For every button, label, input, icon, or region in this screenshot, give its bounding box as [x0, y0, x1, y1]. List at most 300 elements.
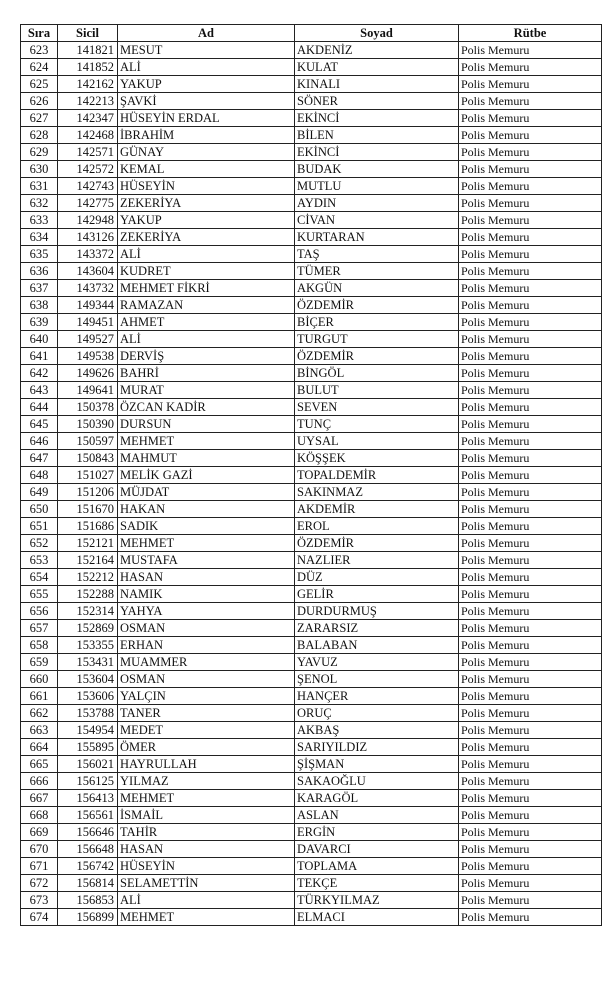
cell-ad: TANER [118, 705, 295, 722]
cell-sicil: 153355 [58, 637, 118, 654]
table-row [21, 569, 602, 586]
cell-rutbe: Polis Memuru [459, 569, 602, 586]
cell-rutbe: Polis Memuru [459, 739, 602, 756]
cell-soyad: TEKÇE [295, 875, 459, 892]
table-row [21, 620, 602, 637]
cell-ad: MELİK GAZİ [118, 467, 295, 484]
cell-sicil: 156742 [58, 858, 118, 875]
cell-sicil: 153431 [58, 654, 118, 671]
cell-sicil: 156125 [58, 773, 118, 790]
cell-rutbe: Polis Memuru [459, 518, 602, 535]
cell-sira: 642 [21, 365, 58, 382]
cell-sira: 646 [21, 433, 58, 450]
cell-sicil: 143732 [58, 280, 118, 297]
cell-sira: 652 [21, 535, 58, 552]
cell-sira: 657 [21, 620, 58, 637]
cell-soyad: SEVEN [295, 399, 459, 416]
cell-ad: SELAMETTİN [118, 875, 295, 892]
cell-ad: OSMAN [118, 671, 295, 688]
cell-sira: 641 [21, 348, 58, 365]
cell-soyad: AKGÜN [295, 280, 459, 297]
cell-soyad: DURDURMUŞ [295, 603, 459, 620]
cell-rutbe: Polis Memuru [459, 586, 602, 603]
cell-rutbe: Polis Memuru [459, 76, 602, 93]
table-row [21, 841, 602, 858]
cell-soyad: KULAT [295, 59, 459, 76]
cell-soyad: AKDENİZ [295, 42, 459, 59]
cell-soyad: BİNGÖL [295, 365, 459, 382]
cell-ad: MÜJDAT [118, 484, 295, 501]
cell-sicil: 142775 [58, 195, 118, 212]
cell-soyad: EKİNCİ [295, 110, 459, 127]
cell-ad: AHMET [118, 314, 295, 331]
cell-ad: HÜSEYİN [118, 178, 295, 195]
cell-sicil: 149538 [58, 348, 118, 365]
cell-ad: MEHMET [118, 433, 295, 450]
cell-soyad: ASLAN [295, 807, 459, 824]
cell-ad: ERHAN [118, 637, 295, 654]
cell-ad: HASAN [118, 569, 295, 586]
cell-rutbe: Polis Memuru [459, 705, 602, 722]
cell-sicil: 149527 [58, 331, 118, 348]
cell-sira: 626 [21, 93, 58, 110]
cell-sicil: 151686 [58, 518, 118, 535]
cell-rutbe: Polis Memuru [459, 654, 602, 671]
cell-rutbe: Polis Memuru [459, 484, 602, 501]
cell-soyad: KINALI [295, 76, 459, 93]
cell-soyad: ÖZDEMİR [295, 348, 459, 365]
cell-sira: 651 [21, 518, 58, 535]
cell-soyad: AYDIN [295, 195, 459, 212]
table-row [21, 909, 602, 926]
table-row [21, 382, 602, 399]
cell-sira: 644 [21, 399, 58, 416]
cell-soyad: AKDEMİR [295, 501, 459, 518]
cell-soyad: ÖZDEMİR [295, 535, 459, 552]
cell-sicil: 156413 [58, 790, 118, 807]
cell-ad: KUDRET [118, 263, 295, 280]
cell-sira: 628 [21, 127, 58, 144]
table-row [21, 348, 602, 365]
cell-soyad: EKİNCİ [295, 144, 459, 161]
cell-soyad: UYSAL [295, 433, 459, 450]
cell-rutbe: Polis Memuru [459, 892, 602, 909]
cell-rutbe: Polis Memuru [459, 331, 602, 348]
cell-rutbe: Polis Memuru [459, 824, 602, 841]
cell-sicil: 149626 [58, 365, 118, 382]
cell-ad: ÖZCAN KADİR [118, 399, 295, 416]
cell-soyad: TURGUT [295, 331, 459, 348]
cell-rutbe: Polis Memuru [459, 671, 602, 688]
cell-sira: 625 [21, 76, 58, 93]
cell-ad: MEHMET [118, 790, 295, 807]
cell-ad: HAKAN [118, 501, 295, 518]
cell-rutbe: Polis Memuru [459, 603, 602, 620]
cell-sira: 636 [21, 263, 58, 280]
cell-ad: YILMAZ [118, 773, 295, 790]
cell-sicil: 152164 [58, 552, 118, 569]
table-row [21, 246, 602, 263]
cell-sicil: 143604 [58, 263, 118, 280]
cell-rutbe: Polis Memuru [459, 195, 602, 212]
cell-soyad: CİVAN [295, 212, 459, 229]
cell-ad: ALİ [118, 892, 295, 909]
table-row [21, 552, 602, 569]
cell-rutbe: Polis Memuru [459, 416, 602, 433]
table-row [21, 93, 602, 110]
cell-sira: 670 [21, 841, 58, 858]
cell-soyad: BİLEN [295, 127, 459, 144]
cell-sira: 632 [21, 195, 58, 212]
cell-soyad: TOPLAMA [295, 858, 459, 875]
cell-soyad: HANÇER [295, 688, 459, 705]
table-row [21, 178, 602, 195]
cell-ad: MUAMMER [118, 654, 295, 671]
table-row [21, 127, 602, 144]
cell-ad: ZEKERİYA [118, 229, 295, 246]
cell-soyad: TÜRKYILMAZ [295, 892, 459, 909]
cell-rutbe: Polis Memuru [459, 161, 602, 178]
cell-ad: NAMIK [118, 586, 295, 603]
personnel-table [20, 24, 602, 926]
cell-soyad: ÖZDEMİR [295, 297, 459, 314]
cell-sira: 634 [21, 229, 58, 246]
cell-rutbe: Polis Memuru [459, 535, 602, 552]
cell-rutbe: Polis Memuru [459, 688, 602, 705]
cell-ad: ZEKERİYA [118, 195, 295, 212]
cell-sicil: 156814 [58, 875, 118, 892]
table-row [21, 229, 602, 246]
cell-soyad: TAŞ [295, 246, 459, 263]
cell-rutbe: Polis Memuru [459, 399, 602, 416]
cell-ad: BAHRİ [118, 365, 295, 382]
cell-sira: 633 [21, 212, 58, 229]
cell-sicil: 141821 [58, 42, 118, 59]
cell-ad: ALİ [118, 331, 295, 348]
cell-sicil: 150597 [58, 433, 118, 450]
table-row [21, 399, 602, 416]
cell-ad: DERVİŞ [118, 348, 295, 365]
cell-ad: MEHMET FİKRİ [118, 280, 295, 297]
cell-soyad: NAZLIER [295, 552, 459, 569]
cell-ad: İSMAİL [118, 807, 295, 824]
cell-sicil: 156648 [58, 841, 118, 858]
cell-soyad: AKBAŞ [295, 722, 459, 739]
cell-ad: YAKUP [118, 76, 295, 93]
cell-sira: 627 [21, 110, 58, 127]
cell-ad: DURSUN [118, 416, 295, 433]
table-row [21, 195, 602, 212]
cell-ad: ALİ [118, 246, 295, 263]
table-row [21, 773, 602, 790]
cell-ad: MEHMET [118, 535, 295, 552]
cell-ad: MESUT [118, 42, 295, 59]
cell-ad: İBRAHİM [118, 127, 295, 144]
cell-soyad: TOPALDEMİR [295, 467, 459, 484]
table-row [21, 297, 602, 314]
cell-sira: 671 [21, 858, 58, 875]
table-row [21, 161, 602, 178]
table-header-row [21, 25, 602, 42]
cell-sira: 630 [21, 161, 58, 178]
cell-sira: 637 [21, 280, 58, 297]
cell-sira: 661 [21, 688, 58, 705]
cell-rutbe: Polis Memuru [459, 756, 602, 773]
cell-sicil: 152288 [58, 586, 118, 603]
cell-sicil: 152212 [58, 569, 118, 586]
cell-sicil: 142213 [58, 93, 118, 110]
cell-rutbe: Polis Memuru [459, 909, 602, 926]
cell-rutbe: Polis Memuru [459, 263, 602, 280]
table-row [21, 42, 602, 59]
table-row [21, 705, 602, 722]
column-header-ad: Ad [118, 25, 295, 42]
cell-sira: 638 [21, 297, 58, 314]
cell-soyad: BULUT [295, 382, 459, 399]
table-row [21, 535, 602, 552]
cell-sicil: 156561 [58, 807, 118, 824]
table-row [21, 501, 602, 518]
cell-soyad: ORUÇ [295, 705, 459, 722]
cell-sira: 664 [21, 739, 58, 756]
cell-sira: 623 [21, 42, 58, 59]
cell-soyad: TÜMER [295, 263, 459, 280]
cell-soyad: ZARARSIZ [295, 620, 459, 637]
cell-sira: 643 [21, 382, 58, 399]
cell-sicil: 152121 [58, 535, 118, 552]
cell-soyad: KURTARAN [295, 229, 459, 246]
cell-sicil: 152869 [58, 620, 118, 637]
cell-soyad: BUDAK [295, 161, 459, 178]
cell-ad: KEMAL [118, 161, 295, 178]
cell-rutbe: Polis Memuru [459, 858, 602, 875]
cell-sicil: 149451 [58, 314, 118, 331]
cell-sicil: 142162 [58, 76, 118, 93]
cell-sira: 666 [21, 773, 58, 790]
table-row [21, 331, 602, 348]
cell-sicil: 153604 [58, 671, 118, 688]
cell-soyad: ERGİN [295, 824, 459, 841]
cell-soyad: YAVUZ [295, 654, 459, 671]
cell-ad: MEHMET [118, 909, 295, 926]
column-header-rutbe: Rütbe [459, 25, 602, 42]
cell-soyad: BİÇER [295, 314, 459, 331]
cell-ad: MUSTAFA [118, 552, 295, 569]
cell-ad: ÖMER [118, 739, 295, 756]
cell-sira: 631 [21, 178, 58, 195]
cell-sira: 655 [21, 586, 58, 603]
table-row [21, 110, 602, 127]
cell-sicil: 150378 [58, 399, 118, 416]
cell-rutbe: Polis Memuru [459, 841, 602, 858]
table-row [21, 858, 602, 875]
cell-rutbe: Polis Memuru [459, 467, 602, 484]
cell-sira: 669 [21, 824, 58, 841]
cell-sicil: 149344 [58, 297, 118, 314]
cell-rutbe: Polis Memuru [459, 773, 602, 790]
cell-sira: 659 [21, 654, 58, 671]
cell-rutbe: Polis Memuru [459, 450, 602, 467]
cell-sira: 648 [21, 467, 58, 484]
cell-sira: 629 [21, 144, 58, 161]
table-row [21, 654, 602, 671]
cell-rutbe: Polis Memuru [459, 382, 602, 399]
cell-sicil: 151206 [58, 484, 118, 501]
cell-ad: RAMAZAN [118, 297, 295, 314]
cell-rutbe: Polis Memuru [459, 314, 602, 331]
cell-sicil: 142571 [58, 144, 118, 161]
cell-rutbe: Polis Memuru [459, 552, 602, 569]
cell-sira: 668 [21, 807, 58, 824]
cell-sira: 662 [21, 705, 58, 722]
cell-rutbe: Polis Memuru [459, 42, 602, 59]
cell-sira: 654 [21, 569, 58, 586]
table-row [21, 76, 602, 93]
cell-sicil: 156853 [58, 892, 118, 909]
cell-soyad: ŞENOL [295, 671, 459, 688]
cell-sicil: 152314 [58, 603, 118, 620]
cell-sicil: 142948 [58, 212, 118, 229]
cell-rutbe: Polis Memuru [459, 722, 602, 739]
cell-rutbe: Polis Memuru [459, 501, 602, 518]
column-header-soyad: Soyad [295, 25, 459, 42]
table-row [21, 484, 602, 501]
table-row [21, 450, 602, 467]
cell-sira: 673 [21, 892, 58, 909]
table-row [21, 467, 602, 484]
cell-soyad: SARIYILDIZ [295, 739, 459, 756]
cell-soyad: SÖNER [295, 93, 459, 110]
cell-sicil: 151027 [58, 467, 118, 484]
cell-rutbe: Polis Memuru [459, 144, 602, 161]
cell-rutbe: Polis Memuru [459, 433, 602, 450]
cell-rutbe: Polis Memuru [459, 637, 602, 654]
cell-sira: 672 [21, 875, 58, 892]
cell-sira: 656 [21, 603, 58, 620]
table-row [21, 603, 602, 620]
cell-ad: MURAT [118, 382, 295, 399]
cell-ad: YALÇIN [118, 688, 295, 705]
cell-ad: ALİ [118, 59, 295, 76]
cell-sira: 653 [21, 552, 58, 569]
cell-sicil: 141852 [58, 59, 118, 76]
cell-sira: 667 [21, 790, 58, 807]
table-row [21, 518, 602, 535]
cell-soyad: ŞİŞMAN [295, 756, 459, 773]
cell-ad: OSMAN [118, 620, 295, 637]
cell-ad: MAHMUT [118, 450, 295, 467]
table-row [21, 212, 602, 229]
cell-sicil: 151670 [58, 501, 118, 518]
table-row [21, 739, 602, 756]
cell-sicil: 142743 [58, 178, 118, 195]
table-row [21, 756, 602, 773]
table-row [21, 722, 602, 739]
cell-rutbe: Polis Memuru [459, 280, 602, 297]
cell-sira: 674 [21, 909, 58, 926]
cell-soyad: KARAGÖL [295, 790, 459, 807]
cell-sira: 645 [21, 416, 58, 433]
cell-sicil: 142468 [58, 127, 118, 144]
cell-sira: 640 [21, 331, 58, 348]
cell-ad: YAHYA [118, 603, 295, 620]
cell-rutbe: Polis Memuru [459, 246, 602, 263]
cell-ad: GÜNAY [118, 144, 295, 161]
cell-sira: 624 [21, 59, 58, 76]
cell-rutbe: Polis Memuru [459, 93, 602, 110]
cell-soyad: DAVARCI [295, 841, 459, 858]
column-header-sira: Sıra [21, 25, 58, 42]
table-row [21, 586, 602, 603]
table-row [21, 807, 602, 824]
cell-rutbe: Polis Memuru [459, 875, 602, 892]
cell-sicil: 154954 [58, 722, 118, 739]
cell-soyad: MUTLU [295, 178, 459, 195]
cell-sira: 649 [21, 484, 58, 501]
cell-sicil: 142347 [58, 110, 118, 127]
cell-rutbe: Polis Memuru [459, 297, 602, 314]
cell-rutbe: Polis Memuru [459, 348, 602, 365]
cell-soyad: EROL [295, 518, 459, 535]
table-row [21, 637, 602, 654]
cell-rutbe: Polis Memuru [459, 365, 602, 382]
table-row [21, 790, 602, 807]
table-row [21, 875, 602, 892]
cell-sicil: 149641 [58, 382, 118, 399]
cell-soyad: TUNÇ [295, 416, 459, 433]
table-row [21, 688, 602, 705]
cell-soyad: SAKAOĞLU [295, 773, 459, 790]
cell-sicil: 156021 [58, 756, 118, 773]
cell-sicil: 142572 [58, 161, 118, 178]
cell-sira: 639 [21, 314, 58, 331]
table-row [21, 144, 602, 161]
cell-sicil: 153606 [58, 688, 118, 705]
cell-soyad: SAKINMAZ [295, 484, 459, 501]
cell-rutbe: Polis Memuru [459, 127, 602, 144]
cell-soyad: ELMACI [295, 909, 459, 926]
table-row [21, 314, 602, 331]
table-row [21, 416, 602, 433]
cell-sira: 635 [21, 246, 58, 263]
cell-sicil: 150390 [58, 416, 118, 433]
table-body [21, 42, 602, 926]
cell-sira: 663 [21, 722, 58, 739]
table-row [21, 280, 602, 297]
cell-ad: HÜSEYİN [118, 858, 295, 875]
cell-ad: TAHİR [118, 824, 295, 841]
cell-rutbe: Polis Memuru [459, 807, 602, 824]
cell-sira: 650 [21, 501, 58, 518]
table-row [21, 824, 602, 841]
cell-soyad: GELİR [295, 586, 459, 603]
cell-ad: ŞAVKİ [118, 93, 295, 110]
cell-sicil: 155895 [58, 739, 118, 756]
cell-rutbe: Polis Memuru [459, 178, 602, 195]
cell-ad: SADIK [118, 518, 295, 535]
cell-sicil: 156646 [58, 824, 118, 841]
cell-soyad: DÜZ [295, 569, 459, 586]
cell-soyad: KÖŞŞEK [295, 450, 459, 467]
cell-ad: YAKUP [118, 212, 295, 229]
cell-rutbe: Polis Memuru [459, 620, 602, 637]
cell-sira: 647 [21, 450, 58, 467]
cell-rutbe: Polis Memuru [459, 212, 602, 229]
table-row [21, 892, 602, 909]
table-row [21, 59, 602, 76]
table-row [21, 263, 602, 280]
cell-ad: HASAN [118, 841, 295, 858]
